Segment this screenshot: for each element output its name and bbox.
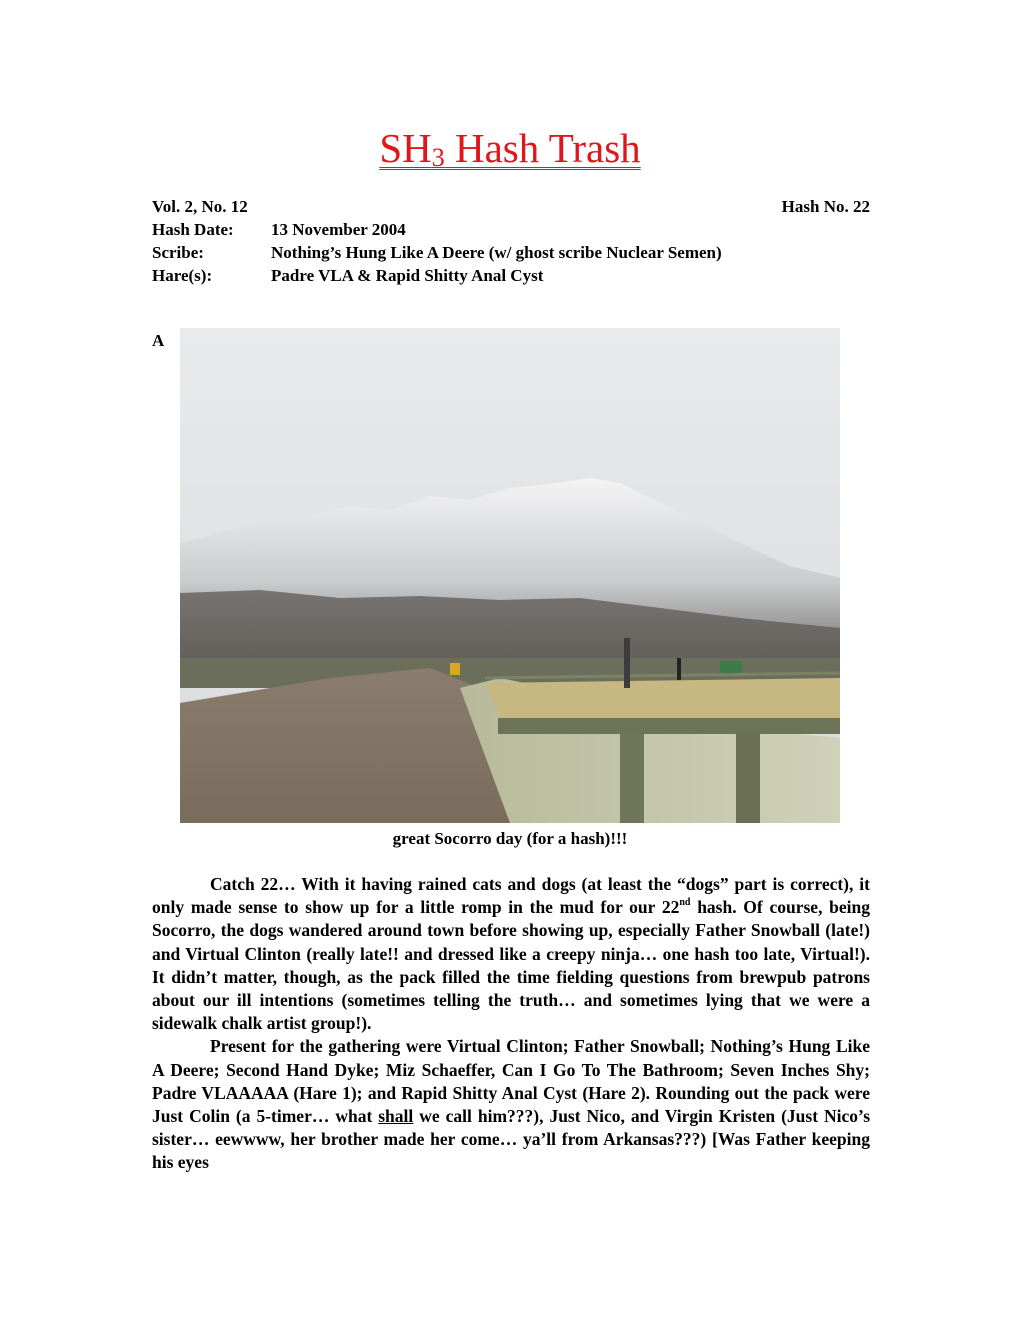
photo-caption: great Socorro day (for a hash)!!!: [392, 829, 628, 848]
volume-label: Vol. 2, No. 12: [152, 197, 248, 216]
bridge-beam: [498, 718, 840, 734]
date-value: 13 November 2004: [271, 220, 406, 239]
hares-value: Padre VLA & Rapid Shitty Anal Cyst: [271, 266, 544, 285]
issue-meta: [152, 195, 870, 287]
scribe-value: Nothing’s Hung Like A Deere (w/ ghost scribe Nuclear Semen): [271, 243, 722, 262]
bridge-pier-right: [736, 734, 760, 823]
p2-text-b: we call him???), Just Nico, and Virgin Kristen (Just Nico’s sister… eewwww, her brother made her come… ya’ll from Arkansas???) [Was Father keeping his eyes: [152, 1106, 871, 1173]
p1-text-a: Catch 22… With it having rained cats and dogs (at least the “dogs” part is correct), it only made sense to show up for a little romp in the mud for our 22: [152, 874, 870, 918]
paragraph-1: [152, 873, 870, 1035]
title-subscript: 3: [431, 143, 445, 172]
photo-illustration: [180, 328, 840, 823]
bridge-pier-left: [620, 734, 644, 823]
lead-letter: A: [152, 331, 165, 350]
meta-row-volume: [152, 195, 870, 218]
hash-number: Hash No. 22: [781, 197, 870, 216]
meta-row-scribe: [152, 241, 870, 264]
runner-figure: [677, 658, 681, 680]
newsletter-title: [0, 124, 1020, 182]
scribe-label: Scribe:: [152, 243, 204, 262]
yellow-sign: [450, 663, 460, 675]
paragraph-2: [152, 1035, 870, 1174]
p1-text-b: hash. Of course, being Socorro, the dogs wandered around town before showing up, especially Father Snowball (late!) and Virtual Clinton (really late!! and dressed like a creepy ninja… one hash too late, Virtual!). It didn’t matter, though, as the pack filled the time fielding questions from brewpub patrons about our ill intentions (sometimes telling the truth… and sometimes lying that we were a sidewalk chalk artist group!).: [152, 897, 871, 1034]
p2-text-a: Present for the gathering were Virtual Clinton; Father Snowball; Nothing’s Hung Like A Deere; Second Hand Dyke; Miz Schaeffer, Can I Go To The Bathroom; Seven Inches Shy; Padre VLAAAAA (Hare 1); and Rapid Shitty Anal Cyst (Hare 2). Rounding out the pack were Just Colin (a 5-timer… what: [152, 1036, 870, 1127]
p2-underlined-word: shall: [378, 1106, 414, 1127]
title-rest: Hash Trash: [444, 125, 641, 171]
meta-row-hares: [152, 264, 870, 287]
p1-ordinal: nd: [679, 897, 691, 909]
title-sh: SH: [379, 125, 432, 171]
meta-row-date: [152, 218, 870, 241]
mountain-bridge-photo: [180, 328, 840, 823]
date-label: Hash Date:: [152, 220, 234, 239]
hares-label: Hare(s):: [152, 266, 213, 285]
sign-post: [624, 638, 630, 688]
article-body: [152, 873, 870, 1175]
bridge-deck: [485, 678, 840, 718]
green-road-sign: [720, 661, 742, 673]
